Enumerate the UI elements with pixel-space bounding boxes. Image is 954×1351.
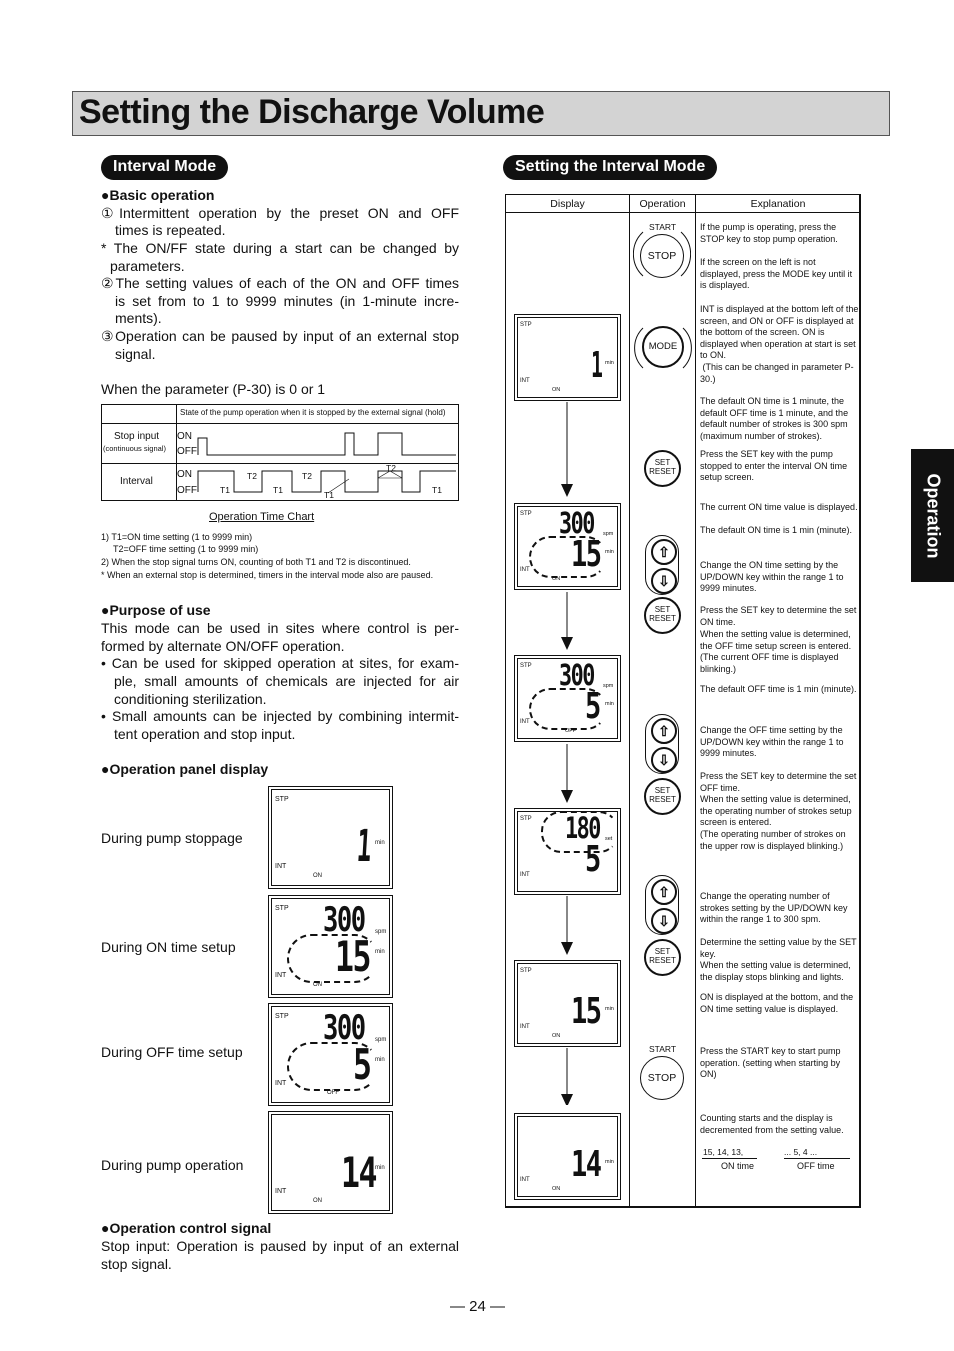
chart-on-1: ON	[177, 431, 192, 442]
down-arrow-icon[interactable]: ⇩	[651, 568, 677, 594]
expl-14: Press the SET key to determine the set OFF time.	[700, 771, 857, 793]
up-down-keys-1[interactable]	[645, 535, 679, 595]
mode-button[interactable]: MODE	[642, 326, 684, 368]
side-tab	[911, 449, 954, 582]
expl-11: When the setting value is determined, the OFF time setup screen is entered. (The current OFF time is displayed blinking.)	[700, 629, 852, 674]
side-tab-label: Operation	[923, 472, 943, 559]
expl-1: If the pump is operating, press the STOP key to stop pump operation.	[700, 222, 838, 244]
chart-t1-d: T1	[432, 485, 442, 495]
expl-18: Determine the setting value by the SET key.	[700, 937, 857, 959]
chart-t1-c: T1	[324, 490, 334, 500]
chart-t2-b: T2	[302, 471, 312, 481]
basic-note1b: parameters.	[110, 258, 185, 274]
chart-t2-c: T2	[386, 463, 396, 473]
expl-21: Press the START key to start pump operation. (setting when starting by ON)	[700, 1046, 841, 1079]
purpose-p1: This mode can be used in sites where control is per-	[101, 620, 459, 636]
lcd-off-setup: STP 300 spm 5 min INT OFF	[268, 1003, 393, 1106]
param-note: When the parameter (P-30) is 0 or 1	[101, 381, 326, 397]
chart-t1-a: T1	[220, 485, 230, 495]
chart-caption: Operation Time Chart	[209, 511, 315, 523]
footnote-2: T2=OFF time setting (1 to 9999 min)	[113, 544, 259, 554]
start-label-1: START	[649, 222, 677, 232]
chart-row2-label: Interval	[120, 476, 153, 487]
expl-5: The default ON time is 1 minute, the default OFF time is 1 minute, and the default number of strokes is 300 spm (maximum number of strokes).	[700, 396, 849, 441]
expl-22: Counting starts and the display is decremented from the setting value.	[700, 1113, 844, 1135]
col-operation: Operation	[639, 198, 686, 210]
step-lcd-3: STP 300 spm 5 min INT OFF	[514, 655, 621, 742]
chart-off-2: OFF	[177, 485, 197, 496]
title-bar	[72, 91, 890, 136]
mode-button-ring	[633, 318, 693, 378]
step-lcd-4: STP 180 set 5 INT	[514, 808, 621, 895]
page-number: — 24 —	[450, 1298, 506, 1315]
step-lcd-6: 14 min INT ON	[514, 1113, 621, 1200]
operation-time-chart	[101, 404, 459, 501]
basic-item1b: times is repeated.	[115, 222, 226, 238]
lcd-digits: 1	[355, 821, 374, 872]
chart-header: State of the pump operation when it is stopped by the external signal (hold)	[180, 408, 446, 417]
chart-row1-label: Stop input	[114, 431, 160, 442]
expl-13: Change the OFF time setting by the UP/DOWN key within the range 1 to 9999 minutes.	[700, 725, 844, 758]
purpose-b1c: conditioning sterilization.	[114, 691, 267, 707]
purpose-heading: ●Purpose of use	[101, 602, 211, 618]
lcd-operation: 14 min INT ON	[268, 1111, 393, 1214]
count-off-values: ... 5, 4 ...	[784, 1147, 818, 1157]
expl-6: Press the SET key with the pump stopped to enter the interval ON time setup screen.	[700, 449, 848, 482]
count-on-values: 15, 14, 13,	[703, 1147, 744, 1157]
step-lcd-2: STP 300 spm 15 min INT ON	[514, 503, 621, 590]
basic-operation-heading: ●Basic operation	[101, 187, 215, 203]
up-arrow-icon[interactable]: ⇧	[651, 539, 677, 565]
chart-off-1: OFF	[177, 446, 197, 457]
basic-item3: ③Operation can be paused by input of an external stop	[101, 328, 459, 344]
up-arrow-icon[interactable]: ⇧	[651, 718, 677, 744]
footnote-4: * When an external stop is determined, timers in the interval mode also are paused.	[101, 570, 434, 580]
chart-t2-a: T2	[247, 471, 257, 481]
panel-heading: ●Operation panel display	[101, 761, 269, 777]
lcd-on-setup: STP 300 spm 15 min INT ON	[268, 895, 393, 998]
panel-label-off-setup: During OFF time setup	[101, 1044, 243, 1060]
up-down-keys-3[interactable]	[645, 875, 679, 935]
expl-9: Change the ON time setting by the UP/DOWN key within the range 1 to 9999 minutes.	[700, 560, 844, 593]
chart-on-2: ON	[177, 469, 192, 480]
set-reset-button-3[interactable]: SET RESET	[644, 778, 681, 815]
flow-arrows	[555, 400, 579, 1105]
down-arrow-icon[interactable]: ⇩	[651, 747, 677, 773]
control-text1: Stop input: Operation is paused by input of an external	[101, 1238, 459, 1254]
count-on-bracket	[702, 1158, 757, 1159]
interval-mode-heading: Interval Mode	[101, 155, 228, 180]
expl-15: When the setting value is determined, the operating number of strokes setup screen is entered.	[700, 794, 852, 827]
page-title: Setting the Discharge Volume	[79, 93, 545, 131]
expl-19: When the setting value is determined, the display stops blinking and lights.	[700, 960, 851, 982]
set-reset-button-4[interactable]: SET RESET	[644, 939, 681, 976]
purpose-b2: • Small amounts can be injected by combining intermit-	[101, 708, 459, 724]
interval-setting-heading: Setting the Interval Mode	[503, 155, 717, 180]
purpose-b1b: ple, small amounts of chemicals are injected for air	[114, 673, 459, 689]
expl-16: (The operating number of strokes on the upper row is displayed blinking.)	[700, 829, 846, 851]
purpose-p1b: formed by alternate ON/OFF operation.	[101, 638, 345, 654]
control-text2: stop signal.	[101, 1256, 172, 1272]
panel-label-operation: During pump operation	[101, 1157, 244, 1173]
expl-3: INT is displayed at the bottom left of the screen, and ON or OFF is displayed at the bottom of the screen. ON is displayed when operation at start is set to ON.	[700, 304, 859, 360]
basic-item2: ②The setting values of each of the ON and OFF times	[101, 275, 459, 291]
col-explanation: Explanation	[750, 198, 806, 210]
count-on-label: ON time	[721, 1161, 755, 1171]
set-reset-button-2[interactable]: SET RESET	[644, 597, 681, 634]
expl-4: (This can be changed in parameter P-30.)	[700, 362, 854, 384]
basic-item1: ①Intermittent operation by the preset ON and OFF	[101, 205, 459, 221]
up-down-keys-2[interactable]	[645, 714, 679, 774]
step-lcd-1: STP 1 min INT ON	[514, 314, 621, 401]
up-arrow-icon[interactable]: ⇧	[651, 879, 677, 905]
stop-button-1-ring	[633, 214, 691, 286]
set-reset-button-1[interactable]: SET RESET	[644, 450, 681, 487]
stop-button-1[interactable]: STOP	[640, 234, 684, 278]
basic-note1: * The ON/FF state during a start can be changed by	[101, 240, 459, 256]
purpose-b2b: tent operation and stop input.	[114, 726, 296, 742]
step-lcd-5: STP 15 min INT ON	[514, 960, 621, 1047]
expl-12: The default OFF time is 1 min (minute).	[700, 684, 857, 694]
purpose-b1: • Can be used for skipped operation at sites, for exam-	[101, 655, 459, 671]
basic-item2b: is set from to 1 to 9999 minutes (in 1-minute incre-	[115, 293, 459, 309]
down-arrow-icon[interactable]: ⇩	[651, 908, 677, 934]
expl-10: Press the SET key to determine the set ON time.	[700, 605, 857, 627]
footnote-1: 1) T1=ON time setting (1 to 9999 min)	[101, 532, 253, 542]
lcd-stoppage: STP 1 min INT ON	[268, 786, 393, 889]
count-off-bracket	[784, 1158, 850, 1159]
start-label-2: START	[649, 1044, 677, 1054]
col-display: Display	[550, 198, 585, 210]
panel-label-stoppage: During pump stoppage	[101, 830, 243, 846]
expl-2: If the screen on the left is not displayed, press the MODE key until it is displayed.	[700, 257, 853, 290]
footnote-3: 2) When the stop signal turns ON, counting of both T1 and T2 is discontinued.	[101, 557, 411, 567]
chart-t1-b: T1	[273, 485, 283, 495]
expl-17: Change the operating number of strokes setting by the UP/DOWN key within the range 1 to 300 spm.	[700, 891, 848, 924]
count-off-label: OFF time	[797, 1161, 835, 1171]
stop-button-2[interactable]: STOP	[640, 1056, 684, 1100]
expl-7: The current ON time value is displayed.	[700, 502, 858, 512]
control-heading: ●Operation control signal	[101, 1220, 272, 1236]
basic-item3b: signal.	[115, 346, 156, 362]
panel-label-on-setup: During ON time setup	[101, 939, 236, 955]
expl-8: The default ON time is 1 min (minute).	[700, 525, 853, 535]
basic-item2c: ments).	[115, 310, 162, 326]
expl-20: ON is displayed at the bottom, and the ON time setting value is displayed.	[700, 992, 854, 1014]
chart-row1-sub: (continuous signal)	[103, 444, 166, 453]
